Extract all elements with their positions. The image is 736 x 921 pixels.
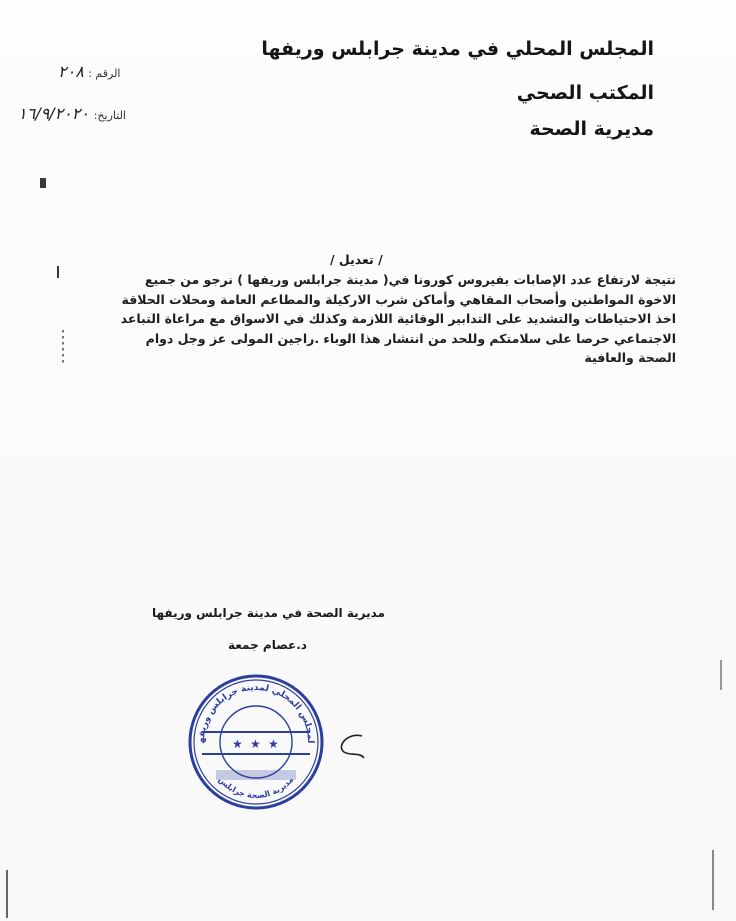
- number-label: الرقم :: [88, 67, 121, 80]
- stamp-stars: [232, 737, 279, 751]
- directorate-name: مديرية الصحة: [529, 118, 654, 140]
- handwritten-mark: [330, 728, 370, 768]
- body-line: نتيجة لارتفاع عدد الإصابات بفيروس كورونا في( مدينة جرابلس وريفها ) نرجو من جميع: [144, 272, 676, 287]
- signature-organization: مديرية الصحة في مدينة جرابلس وريفها: [152, 606, 385, 620]
- official-stamp: [186, 672, 326, 812]
- scan-artefact: [6, 870, 8, 918]
- svg-text:★: ★: [250, 737, 261, 751]
- body-line: الاخوة المواطنين وأصحاب المقاهي وأماكن شرب الاركيلة والمطاعم العامة ومحلات الحلاقة: [121, 291, 676, 307]
- svg-text:★: ★: [268, 737, 279, 751]
- scan-artefact: [62, 330, 64, 366]
- council-name: المجلس المحلي في مدينة جرابلس وريفها: [261, 38, 654, 60]
- body-paragraph: [76, 270, 676, 368]
- body-line: اخذ الاحتياطات والتشديد على التدابير الوقائية اللازمة وكذلك في الاسواق مع مراعاة التباعد: [120, 311, 676, 326]
- subject-line: / تعديل /: [330, 252, 383, 267]
- scan-artefact: [712, 850, 714, 910]
- scan-artefact: [57, 266, 59, 278]
- date-value: ١٦/٩/٢٠٢٠: [18, 104, 89, 123]
- scan-artefact: [40, 178, 46, 188]
- date-label: التاريخ:: [93, 109, 126, 122]
- document-date: [18, 104, 126, 123]
- number-value: ٢٠٨: [58, 62, 84, 81]
- reference-number: [58, 62, 121, 81]
- stamp-inner-text: مديرية الصحة جرابلس: [216, 775, 296, 801]
- office-name: المكتب الصحي: [516, 82, 654, 104]
- svg-text:★: ★: [232, 737, 243, 751]
- signatory-name: د.عصام جمعة: [228, 638, 307, 652]
- body-line: الاجتماعي حرصا على سلامتكم وللحد من انتشار هذا الوباء .راجين المولى عز وجل دوام: [145, 330, 676, 346]
- stamp-outer-text: لمجلس المحلي لمدينة جرابلس وريفه: [196, 682, 316, 744]
- body-line: الصحة والعافية: [584, 350, 676, 365]
- scan-artefact: [720, 660, 722, 690]
